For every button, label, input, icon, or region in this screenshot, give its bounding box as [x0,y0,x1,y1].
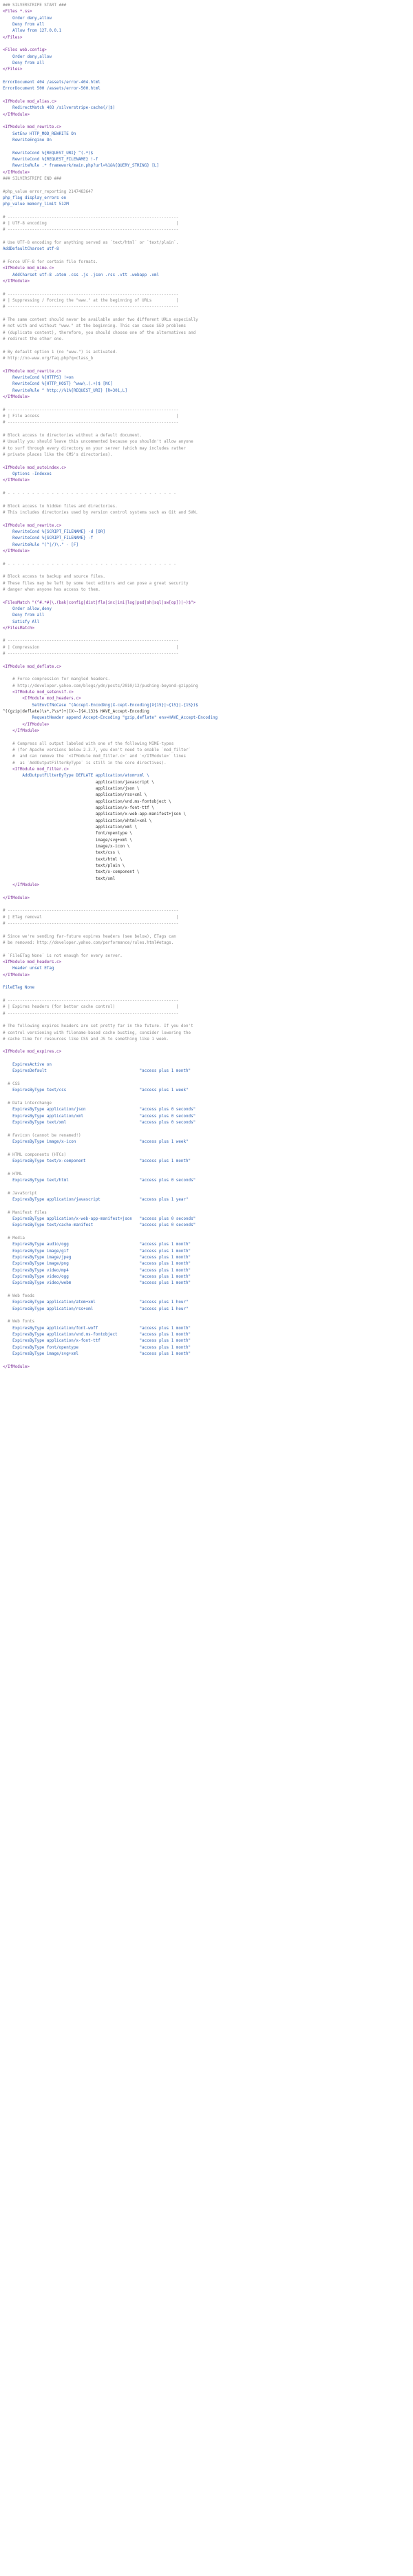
code-line: <Files web.config> [3,48,47,53]
code-line [3,947,413,953]
code-line: AddOutputFilterByType DEFLATE application/atom+xml \ [3,774,149,779]
code-line: FileETag None [3,986,35,991]
code-line: </IfModule> [3,112,30,117]
code-line: ExpiresByType application/json "access plus 0 seconds" [3,1108,196,1112]
code-line: text/x-component \ [3,870,140,875]
code-line: </IfModule> [3,395,30,400]
code-line [3,41,413,47]
code-line: ExpiresByType application/xml "access plus 0 seconds" [3,1114,196,1119]
code-line [3,568,413,574]
code-line: # be removed: http://developer.yahoo.com/performance/rules.html#etags. [3,940,174,945]
code-line [3,362,413,368]
code-line: # (duplicate content), therefore, you should choose one of the alternatives and [3,330,196,335]
code-line: ExpiresByType image/jpeg "access plus 1 month" [3,1255,191,1260]
code-line [3,1056,413,1062]
code-line: php_value memory_limit 512M [3,202,69,207]
code-line: application/x-web-app-manifest+json \ [3,812,186,817]
code-line: # Data interchange [3,1101,52,1106]
code-line: # Usually you should leave this uncommented because you shouldn't allow anyone [3,440,193,445]
code-line [3,234,413,240]
code-line: # ---------------------------------------------------------------------- [3,421,179,425]
code-line: application/json \ [3,787,140,792]
code-line: ### SILVERSTRIPE START ### [3,3,67,8]
code-line: # Web fonts [3,1320,35,1324]
code-line: ExpiresByType application/vnd.ms-fontobject "access plus 1 month" [3,1332,191,1337]
code-line: RequestHeader append Accept-Encoding "gzip,deflate" env=HAVE_Accept-Encoding [3,716,218,721]
code-line [3,593,413,600]
code-line: <IfModule mod_headers.c> [3,697,81,701]
code-line: <IfModule mod_deflate.c> [3,664,62,669]
code-line: ExpiresByType text/css "access plus 1 week" [3,1088,189,1093]
code-line [3,401,413,407]
code-line: RewriteCond %{HTTP_HOST} ^www\.(.+)$ [NC] [3,382,113,387]
code-line: # ---------------------------------------------------------------------- [3,1011,179,1016]
code-line [3,93,413,99]
code-line: RewriteCond %{REQUEST_FILENAME} !-f [3,157,98,162]
code-line [3,485,413,491]
code-line: # control versioning with filename-based cache busting, consider lowering the [3,1031,191,1035]
code-line [3,1313,413,1319]
code-line: # The same content should never be available under two different URLs especially [3,318,198,323]
code-line: text/xml [3,876,116,881]
code-line: ExpiresByType audio/ogg "access plus 1 month" [3,1243,191,1247]
code-line: # Since we're sending far-future expires headers (see below), ETags can [3,934,176,939]
code-line [3,657,413,664]
code-line: ExpiresByType image/x-icon "access plus 1 week" [3,1140,189,1145]
code-line: # | ETag removal | [3,915,179,920]
code-line: # ---------------------------------------------------------------------- [3,292,179,297]
code-line: # Favicon (cannot be renamed!) [3,1133,81,1138]
code-line: </FilesMatch> [3,626,35,631]
code-line: # Media [3,1236,25,1241]
code-line: RewriteRule ^ http://%1%{REQUEST_URI} [R=301,L] [3,388,127,393]
code-line: # Web feeds [3,1294,35,1298]
code-line: # ---------------------------------------------------------------------- [3,909,179,914]
code-line: # HTML [3,1172,23,1176]
code-line: # - - - - - - - - - - - - - - - - - - - - - - - - - - - - - - - - - - - [3,562,176,567]
code-line: ExpiresByType application/javascript "access plus 1 year" [3,1198,189,1203]
code-line [3,671,413,677]
code-line [3,1075,413,1081]
code-line [3,253,413,260]
code-line: ExpiresByType video/ogg "access plus 1 month" [3,1274,191,1279]
code-line: RewriteCond %{SCRIPT_FILENAME} -d [OR] [3,529,105,534]
code-line: Header unset ETag [3,967,54,971]
code-line: application/xhtml+xml \ [3,819,152,823]
code-line: # cache time for resources like CSS and JS to something like 1 week. [3,1037,169,1042]
code-line: ErrorDocument 404 /assets/error-404.html [3,80,100,85]
code-line: # Force UTF-8 for certain file formats. [3,260,98,265]
code-line [3,74,413,80]
code-line: # - - - - - - - - - - - - - - - - - - - - - - - - - - - - - - - - - - - [3,491,176,496]
code-line [3,1229,413,1236]
code-line: # ---------------------------------------------------------------------- [3,998,179,1003]
code-line: # Block access to hidden files and directories. [3,504,118,509]
code-line: </Files> [3,67,23,72]
code-line: Allow from 127.0.0.1 [3,29,62,34]
code-line: application/rss+xml \ [3,793,147,798]
code-line [3,1287,413,1294]
code-line: AddCharset utf-8 .atom .css .js .json .rss .vtt .webapp .xml [3,273,159,277]
code-line [3,1095,413,1101]
code-line: ExpiresByType text/x-component "access plus 1 month" [3,1159,191,1164]
code-line: text/css \ [3,851,120,856]
code-line [3,1043,413,1049]
code-line: ExpiresByType application/x-web-app-manifest+json "access plus 0 seconds" [3,1217,196,1222]
code-line: ^((gzip|deflate)\s*,?\s*)+|[X~-]{4,13}$ HAVE_Accept-Encoding [3,710,149,715]
code-line: <IfModule mod_autoindex.c> [3,465,67,470]
code-line: RewriteEngine On [3,138,52,142]
code-line: # ---------------------------------------------------------------------- [3,921,179,926]
code-line: # http://no-www.org/faq.php?q=class_b [3,357,94,361]
code-line: ExpiresByType font/opentype "access plus 1 month" [3,1345,191,1350]
code-line: SetEnv HTTP_MOD_REWRITE On [3,131,76,136]
code-line: ExpiresByType application/rss+xml "access plus 1 hour" [3,1307,189,1311]
code-line: text/plain \ [3,863,125,868]
code-line: </IfModule> [3,883,40,887]
code-line: RewriteRule .* framework/main.php?url=%1&%{QUERY_STRING} [L] [3,164,159,169]
code-line: Order deny,allow [3,16,52,21]
code-line: # | File access | [3,414,179,419]
code-line: ExpiresByType text/xml "access plus 0 seconds" [3,1121,196,1126]
code-line: ErrorDocument 500 /assets/error-500.html [3,87,100,92]
code-line [3,311,413,317]
code-line: # Block access to directories without a default document. [3,433,142,438]
code-line: # ---------------------------------------------------------------------- [3,305,179,310]
code-line: ExpiresByType text/cache-manifest "access plus 0 seconds" [3,1223,196,1228]
code-line: </Files> [3,35,23,40]
code-line: SetEnvIfNoCase ^(Accept-EncodXng|X-cept-Encoding|X{15}|~{15}|-{15})$ [3,703,198,708]
code-line: Satisfy All [3,620,40,624]
code-line: <IfModule mod_headers.c> [3,960,62,964]
code-line: application/x-font-ttf \ [3,806,154,811]
code-line: # danger when anyone has access to them. [3,587,100,592]
code-line: # ---------------------------------------------------------------------- [3,408,179,412]
code-line: # to surf through every directory on your server (which may includes rather [3,446,186,451]
code-line: # This includes directories used by version control systems such as Git and SVN. [3,510,198,515]
code-line: <IfModule mod_expires.c> [3,1050,62,1055]
code-line: ExpiresByType image/gif "access plus 1 month" [3,1249,191,1254]
code-line: # http://developer.yahoo.com/blogs/ydn/posts/2010/12/pushing-beyond-gzipping [3,684,198,688]
code-line: # | UTF-8 encoding | [3,222,179,226]
code-line [3,1017,413,1024]
code-line: # not with and without "www." at the beginning. This can cause SEO problems [3,324,186,329]
code-line: ExpiresByType application/atom+xml "access plus 1 hour" [3,1300,189,1305]
code-line: ExpiresByType image/svg+xml "access plus 1 month" [3,1351,191,1356]
code-line: RewriteCond %{REQUEST_URI} ^(.*)$ [3,151,94,156]
code-line: Order allow,deny [3,606,52,611]
code-line: # private places like the CMS's directories). [3,452,113,457]
code-line [3,458,413,465]
code-line [3,497,413,503]
code-line: # (for Apache versions below 2.3.7, you don't need to enable `mod_filter` [3,748,191,753]
code-line: </IfModule> [3,170,30,175]
code-line: Deny from all [3,613,45,618]
code-line: # as `AddOutputFilterByType` is still in the core directives). [3,761,167,766]
code-line: Order deny,allow [3,54,52,59]
code-line [3,735,413,741]
code-line: # | Expires headers (for better cache control) | [3,1005,179,1010]
code-line: Deny from all [3,22,45,27]
code-line: ### SILVERSTRIPE END ### [3,176,62,181]
code-line: font/opentype \ [3,832,132,836]
code-line [3,144,413,150]
code-line [3,182,413,189]
code-line: </IfModule> [3,279,30,284]
code-line: ExpiresActive on [3,1063,52,1068]
code-line: ExpiresByType text/html "access plus 0 seconds" [3,1179,196,1183]
code-line: <IfModule mod_mime.c> [3,266,54,271]
code-line: # These files may be left by some text editors and can pose a great security [3,581,189,586]
code-line: ExpiresDefault "access plus 1 month" [3,1069,191,1074]
code-line [3,979,413,985]
code-line: ExpiresByType video/webm "access plus 1 month" [3,1281,191,1286]
code-line: </IfModule> [3,896,30,900]
code-line: # ---------------------------------------------------------------------- [3,639,179,644]
code-line: application/javascript \ [3,780,154,785]
code-line: image/x-icon \ [3,844,130,849]
code-line: # redirect the other one. [3,337,64,342]
code-line: image/svg+xml \ [3,838,132,843]
code-line [3,927,413,933]
code-line: application/xml \ [3,825,138,830]
code-line: RewriteCond %{HTTPS} !=on [3,376,74,381]
code-line [3,343,413,349]
code-line: # | Suppressing / Forcing the "www." at the beginning of URLs | [3,299,179,304]
code-line: php_flag display_errors on [3,196,67,200]
code-line: # Force compression for mangled headers. [3,677,111,682]
code-line: # | Compression | [3,645,179,650]
code-line: # and can remove the `<IfModule mod_filter.c>` and `</IfModule>` lines [3,754,186,759]
code-line [3,118,413,125]
code-line [3,516,413,522]
code-line: # The following expires headers are set pretty far in the future. If you don't [3,1024,193,1029]
code-line: # ---------------------------------------------------------------------- [3,652,179,657]
code-line [3,555,413,561]
code-line [3,1184,413,1190]
code-line: Options -Indexes [3,472,52,476]
code-line [3,1146,413,1152]
code-line [3,209,413,215]
code-line: # By default option 1 (no "www.") is activated. [3,350,118,355]
code-line: <IfModule mod_rewrite.c> [3,125,62,130]
code-line: text/html \ [3,857,123,862]
code-line [3,427,413,433]
code-line: <IfModule mod_alias.c> [3,99,57,104]
code-line: # ---------------------------------------------------------------------- [3,228,179,233]
code-line [3,1126,413,1132]
code-line: # Manifest files [3,1210,47,1215]
code-line [3,1358,413,1364]
code-line: ExpiresByType application/x-font-ttf "access plus 1 month" [3,1339,191,1344]
code-line: application/vnd.ms-fontobject \ [3,799,171,804]
code-line: <IfModule mod_setenvif.c> [3,690,74,695]
code-line [3,1203,413,1210]
code-line: AddDefaultCharset utf-8 [3,247,59,252]
code-line: <FilesMatch "(^#.*#|\.(bak|config|dist|fla|inc|ini|log|psd|sh|sql|sw[op])|~)$"> [3,600,196,605]
code-line: </IfModule> [3,729,40,734]
code-line: </IfModule> [3,549,30,553]
code-line: ExpiresByType image/png "access plus 1 month" [3,1262,191,1267]
code-line: </IfModule> [3,1364,30,1369]
code-line: #php_value error_reporting 2147483647 [3,189,94,194]
code-line: # Block access to backup and source files. [3,575,105,580]
code-line: # JavaScript [3,1191,37,1196]
code-line: <Files *.ss> [3,10,32,14]
code-line: # Use UTF-8 encoding for anything served as `text/html` or `text/plain`. [3,241,179,246]
code-line: # CSS [3,1082,20,1087]
code-line: # `FileETag None` is not enough for every server. [3,953,123,958]
code-line: # Compress all output labeled with one of the following MIME-types [3,741,174,746]
code-line [3,1165,413,1171]
code-line [3,902,413,908]
code-line [3,889,413,895]
code-line [3,285,413,291]
code-line [3,632,413,638]
code-line [3,992,413,998]
code-line: </IfModule> [3,973,30,978]
code-line: </IfModule> [3,478,30,483]
code-line: <IfModule mod_rewrite.c> [3,369,62,374]
code-line: <IfModule mod_filter.c> [3,768,69,772]
code-line: ExpiresByType video/mp4 "access plus 1 month" [3,1268,191,1273]
code-line: </IfModule> [3,722,50,727]
code-line: RedirectMatch 403 /silverstripe-cache(/|$) [3,106,116,111]
code-line: <IfModule mod_rewrite.c> [3,523,62,528]
code-line: RewriteRule "(^|/)\." - [F] [3,542,78,547]
code-line: ExpiresByType application/font-woff "access plus 1 month" [3,1326,191,1331]
code-line: Deny from all [3,61,45,65]
code-line: RewriteCond %{SCRIPT_FILENAME} -f [3,536,94,541]
code-line: # HTML components (HTCs) [3,1152,67,1157]
code-line: # ---------------------------------------------------------------------- [3,215,179,220]
